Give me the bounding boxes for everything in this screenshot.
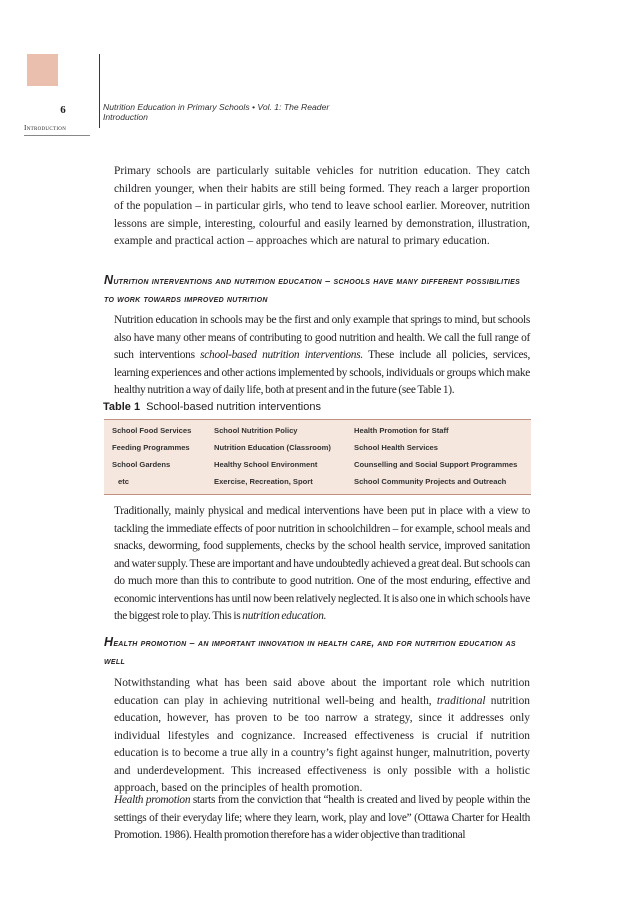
heading-text: utrition interventions and nutrition education – schools have many different possibilities to work towards improved nutrition [104,276,521,305]
text-span: nutrition education, however, has proven to be too narrow a strategy, since it addresses only individual lifestyles and cognizance. Increased effectiveness is crucial if nutrition education is to become a true ally in a country’s fight against hunger, malnutrition, poverty and underdevelopment. This increased effectiveness is only possible with a holistic approach, based on the principles of health promotion. [114,694,530,794]
table-cell: School Health Services [354,443,438,452]
heading-initial: H [104,635,114,649]
table-cell: School Nutrition Policy [214,426,298,435]
table-cell: School Community Projects and Outreach [354,477,507,486]
heading-nutrition-interventions [104,272,532,308]
table-row [104,426,531,440]
heading-initial: N [104,273,114,287]
table-cell: Health Promotion for Staff [354,426,449,435]
emphasis-span: Health promotion [114,794,191,806]
page-number: 6 [60,104,66,116]
emphasis-span: traditional [436,694,486,707]
table-cell: School Food Services [112,426,192,435]
table-cell: Feeding Programmes [112,443,190,452]
table-label: Table 1 [103,401,141,413]
table-cell: Exercise, Recreation, Sport [214,477,313,486]
emphasis-span: nutrition education. [242,610,327,622]
text-span: These include all policies, services, learning experiences and other actions implemented by schools, individuals or groups which make healthy nutrition a way of daily life, both at present and in the future (see Table 1). [114,349,530,396]
section-label: Introduction [24,124,67,132]
table-caption: School-based nutrition interventions [146,401,321,413]
table-cell: etc [118,477,129,486]
text-span: Traditionally, mainly physical and medical interventions have been put in place with a view to tackling the immediate effects of poor nutrition in schoolchildren – for example, school meals and snacks, deworming, food supplements, checks by the school health service, improved sanitation and water supply. These are important and have undoubtedly achieved a great deal. But schools can do much more than this to contribute to good nutrition. One of the most enduring, effective and economic interventions has until now been relatively neglected. It is also one in which schools have the biggest role to play. This is [114,505,530,622]
paragraph-health-promotion [114,792,530,845]
heading-text: ealth promotion – an important innovation in health care, and for nutrition education as well [104,638,516,667]
text-span: Notwithstanding what has been said above about the important role which nutrition education can play in achieving nutritional well-being and health, [114,677,530,707]
table-cell: School Gardens [112,460,171,469]
table-cell: Healthy School Environment [214,460,318,469]
table-cell: Nutrition Education (Classroom) [214,443,331,452]
section-rule [24,135,90,136]
table-row [104,477,531,491]
interventions-table [104,419,531,495]
paragraph-intro: Primary schools are particularly suitable vehicles for nutrition education. They catch children younger, when their habits are still being formed. They reach a larger proportion of the population – in particular girls, who tend to leave school earlier. Moreover, nutrition lessons are simple, interesting, colourful and easily learned by demonstration, illustration, example and practical action – approaches which are natural to primary education. [114,165,530,247]
page-corner-block [27,54,58,86]
running-subtitle: Introduction [103,112,148,122]
table-row [104,460,531,474]
text-span: starts from the conviction that “health is created and lived by people within the settings of their everyday life; where they learn, work, play and love” (Ottawa Charter for Health Promotion. 1986). Health promotion therefore has a wider objective than traditional [114,794,530,841]
table-title [103,401,321,413]
table-row [104,443,531,457]
paragraph-notwithstanding [114,675,530,798]
text-span: Nutrition education in schools may be the first and only example that springs to mind, but schools also have many other means of contributing to good nutrition and health. We call the full range of such interventions [114,314,530,361]
running-title: Nutrition Education in Primary Schools • Vol. 1: The Reader [103,102,330,112]
running-header [103,102,329,122]
paragraph-traditional-interventions [114,503,530,626]
header-divider [99,54,100,128]
paragraph-interventions [114,312,530,400]
emphasis-span: school-based nutrition interventions. [200,349,363,361]
heading-health-promotion [104,634,532,670]
table-cell: Counselling and Social Support Programmes [354,460,518,469]
